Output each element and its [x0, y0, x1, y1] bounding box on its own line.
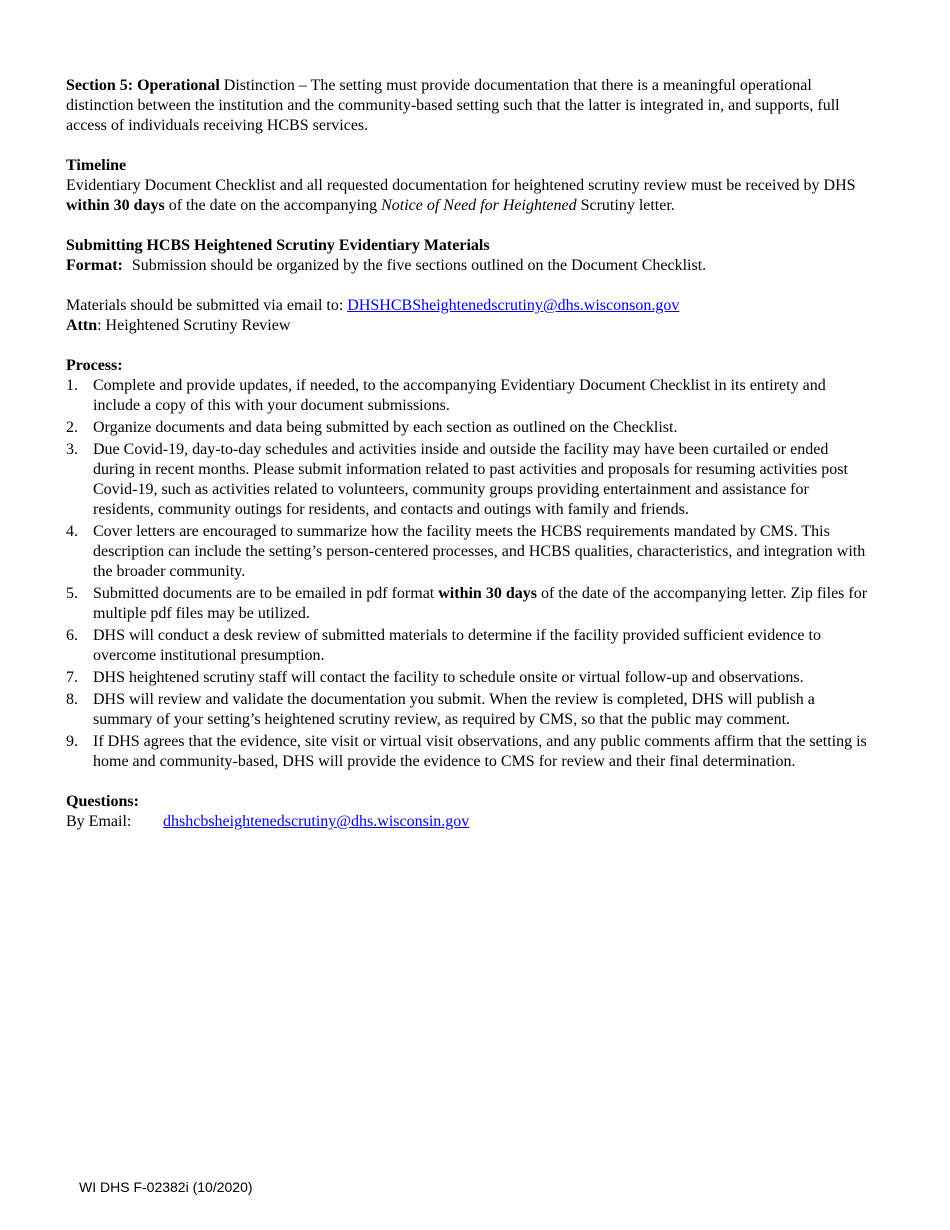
form-id-footer: WI DHS F-02382i (10/2020) — [79, 1179, 253, 1195]
process-heading: Process: — [66, 357, 123, 374]
list-item: 8. DHS will review and validate the documentation you submit. When the review is completed, DHS will publish a summary of your setting’s heightened scrutiny review, as required by CMS, so that the public may comment. — [66, 691, 815, 728]
submitting-section — [66, 236, 872, 276]
timeline-section — [66, 156, 872, 216]
submission-email-link[interactable]: DHSHCBSheightenedscrutiny@dhs.wisconson.gov — [347, 297, 680, 314]
questions-section — [66, 792, 872, 832]
email-label: By Email: — [66, 813, 132, 830]
list-item: 4. Cover letters are encouraged to summarize how the facility meets the HCBS requirements mandated by CMS. This description can include the setting’s person-centered processes, and HCBS qualities, characteristics, and integration with the broader community. — [66, 523, 866, 580]
materials-section — [66, 296, 872, 336]
materials-line: Materials should be submitted via email to: DHSHCBSheightenedscrutiny@dhs.wisconson.gov — [66, 297, 680, 314]
questions-email-link[interactable]: dhshcbsheightenedscrutiny@dhs.wisconsin.gov — [163, 813, 470, 830]
timeline-deadline: within 30 days — [66, 197, 165, 214]
format-label: Format: — [66, 257, 123, 274]
list-item: 5. Submitted documents are to be emailed in pdf format within 30 days of the date of the accompanying letter. Zip files for multiple pdf files may be utilized. — [66, 585, 868, 622]
section5-text: Distinction – The setting must provide documentation that there is a meaningful operational distinction between the institution and the community-based setting such that the latter is integrated in, and supports, full access of individuals receiving HCBS services. — [66, 77, 840, 134]
format-text: Submission should be organized by the five sections outlined on the Document Checklist. — [131, 257, 707, 274]
attn-line: Attn: Heightened Scrutiny Review — [66, 317, 291, 334]
list-item: 6. DHS will conduct a desk review of submitted materials to determine if the facility provided sufficient evidence to overcome institutional presumption. — [66, 627, 821, 664]
list-item: 9. If DHS agrees that the evidence, site visit or virtual visit observations, and any public comments affirm that the setting is home and community-based, DHS will provide the evidence to CMS for review and their final determination. — [66, 733, 867, 770]
timeline-text: Evidentiary Document Checklist and all requested documentation for heightened scrutiny review must be received by DHS within 30 days of the date on the accompanying Notice of Need for Heightened Scrutiny letter. — [66, 177, 856, 214]
format-line — [66, 256, 872, 276]
process-list — [66, 376, 872, 772]
submitting-heading: Submitting HCBS Heightened Scrutiny Evidentiary Materials — [66, 237, 490, 254]
list-item: 2. Organize documents and data being submitted by each section as outlined on the Checklist. — [66, 419, 678, 436]
list-item: 7. DHS heightened scrutiny staff will contact the facility to schedule onsite or virtual follow-up and observations. — [66, 669, 804, 686]
process-section — [66, 356, 872, 772]
section5-paragraph — [66, 76, 872, 136]
list-item: 3. Due Covid-19, day-to-day schedules and activities inside and outside the facility may have been curtailed or ended during in recent months. Please submit information related to past activities and proposals for resuming activities post Covid-19, such as activities related to volunteers, community groups providing entertainment and assistance for residents, community outings for residents, and contacts and outings with family and friends. — [66, 441, 848, 518]
questions-email-line — [66, 812, 872, 832]
document-page — [66, 76, 872, 832]
questions-heading: Questions: — [66, 793, 139, 810]
section5-heading: Section 5: Operational — [66, 77, 220, 94]
timeline-heading: Timeline — [66, 157, 127, 174]
timeline-notice-title: Notice of Need for Heightened — [381, 197, 577, 214]
list-item: 1. Complete and provide updates, if needed, to the accompanying Evidentiary Document Checklist in its entirety and include a copy of this with your document submissions. — [66, 377, 826, 414]
attn-label: Attn — [66, 317, 98, 334]
